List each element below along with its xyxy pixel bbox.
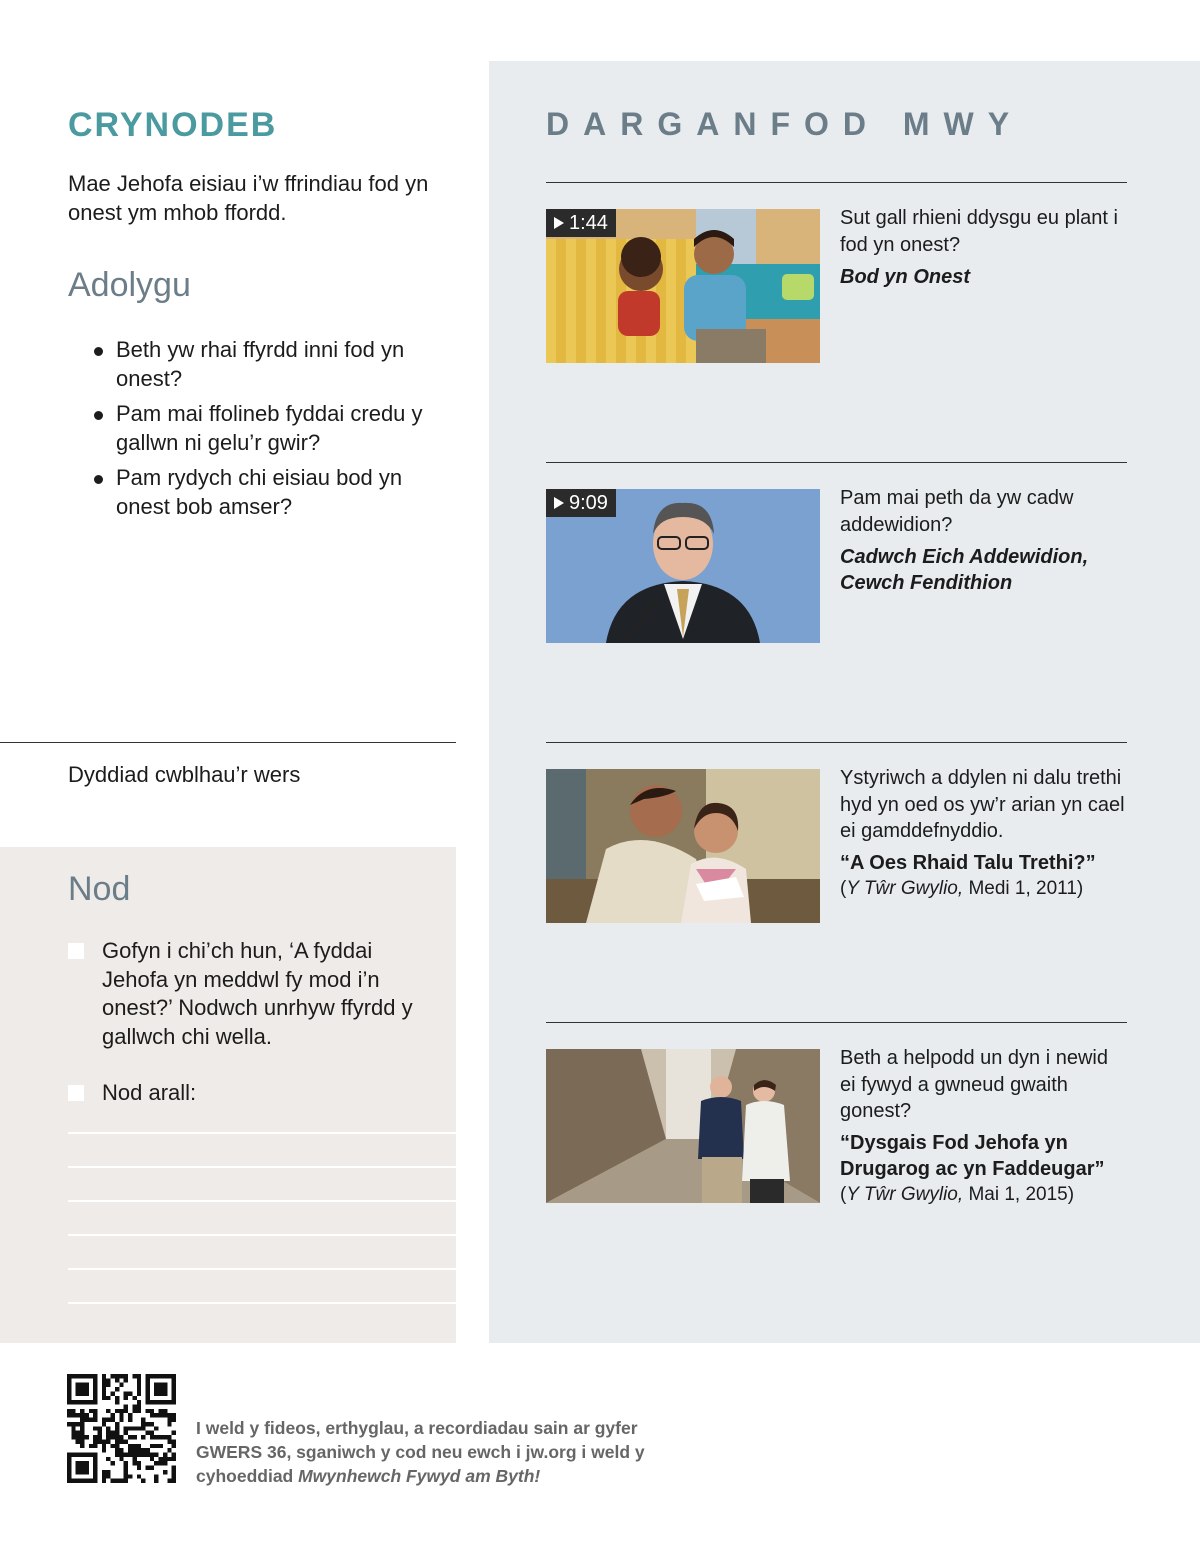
goal-heading: Nod: [68, 870, 131, 908]
goal-write-line[interactable]: [68, 1268, 456, 1270]
article-thumbnail-taxes[interactable]: [546, 769, 820, 923]
video-thumbnail-promises[interactable]: [546, 489, 820, 643]
goal-write-line[interactable]: [68, 1200, 456, 1202]
item-title-link[interactable]: “Dysgais Fod Jehofa yn Drugarog ac yn Faddeugar”: [840, 1132, 1105, 1180]
discover-more-heading: DARGANFOD MWY: [546, 106, 1024, 142]
article-thumbnail-merciful[interactable]: [546, 1049, 820, 1203]
goal-write-line[interactable]: [68, 1302, 456, 1304]
video-duration-badge: 9:09: [546, 489, 616, 517]
divider: [546, 462, 1127, 463]
item-question: Beth a helpodd un dyn i newid ei fywyd a gwneud gwaith gonest?: [840, 1047, 1108, 1122]
completion-date-label: Dyddiad cwblhau’r wers: [68, 762, 301, 787]
goal-item-other[interactable]: [68, 1079, 428, 1108]
goal-write-line[interactable]: [68, 1166, 456, 1168]
goal-checkbox[interactable]: [68, 943, 84, 959]
item-question: Pam mai peth da yw cadw addewidion?: [840, 487, 1074, 536]
goal-item-honesty[interactable]: [68, 937, 428, 1051]
completion-date-rule: [0, 742, 456, 743]
play-icon: [554, 217, 564, 229]
footer-text: I weld y fideos, erthyglau, a recordiadau sain ar gyfer GWERS 36, sganiwch y cod neu ewch i jw.org i weld y cyhoeddiad Mwynhewch Fywyd am Byth!: [196, 1418, 645, 1486]
divider: [546, 182, 1127, 183]
review-question: Pam mai ffolineb fyddai credu y gallwn ni gelu’r gwir?: [92, 399, 437, 457]
couple-walking-street-image: [546, 1049, 820, 1203]
item-source: (Y Tŵr Gwylio, Mai 1, 2015): [840, 1184, 1075, 1205]
item-title-link[interactable]: “A Oes Rhaid Talu Trethi?”: [840, 852, 1096, 874]
review-question: Beth yw rhai ffyrdd inni fod yn onest?: [92, 335, 437, 393]
review-heading: Adolygu: [68, 266, 191, 304]
couple-paying-taxes-image: [546, 769, 820, 923]
play-icon: [554, 497, 564, 509]
qr-code-icon[interactable]: [67, 1374, 176, 1483]
item-source: (Y Tŵr Gwylio, Medi 1, 2011): [840, 878, 1084, 899]
item-question: Sut gall rhieni ddysgu eu plant i fod yn onest?: [840, 207, 1118, 256]
divider: [546, 1022, 1127, 1023]
goal-item-text: Gofyn i chi’ch hun, ‘A fyddai Jehofa yn meddwl fy mod i’n onest?’ Nodwch unrhyw ffyrdd y gallwch chi wella.: [102, 938, 413, 1049]
video-duration-badge: 1:44: [546, 209, 616, 237]
goal-item-text: Nod arall:: [102, 1080, 197, 1105]
summary-heading: CRYNODEB: [68, 106, 278, 144]
item-title-link[interactable]: Bod yn Onest: [840, 266, 971, 288]
goal-write-line[interactable]: [68, 1234, 456, 1236]
item-question: Ystyriwch a ddylen ni dalu trethi hyd yn oed os yw’r arian yn cael ei gamddefnyddio.: [840, 767, 1125, 842]
review-question: Pam rydych chi eisiau bod yn onest bob amser?: [92, 463, 437, 521]
goal-checkbox[interactable]: [68, 1085, 84, 1101]
video-thumbnail-bod-yn-onest[interactable]: [546, 209, 820, 363]
divider: [546, 742, 1127, 743]
item-title-link[interactable]: Cadwch Eich Addewidion, Cewch Fendithion: [840, 546, 1089, 594]
goal-write-line[interactable]: [68, 1132, 456, 1134]
summary-text: Mae Jehofa eisiau i’w ffrindiau fod yn onest ym mhob ffordd.: [68, 171, 429, 225]
review-list: [92, 335, 437, 527]
